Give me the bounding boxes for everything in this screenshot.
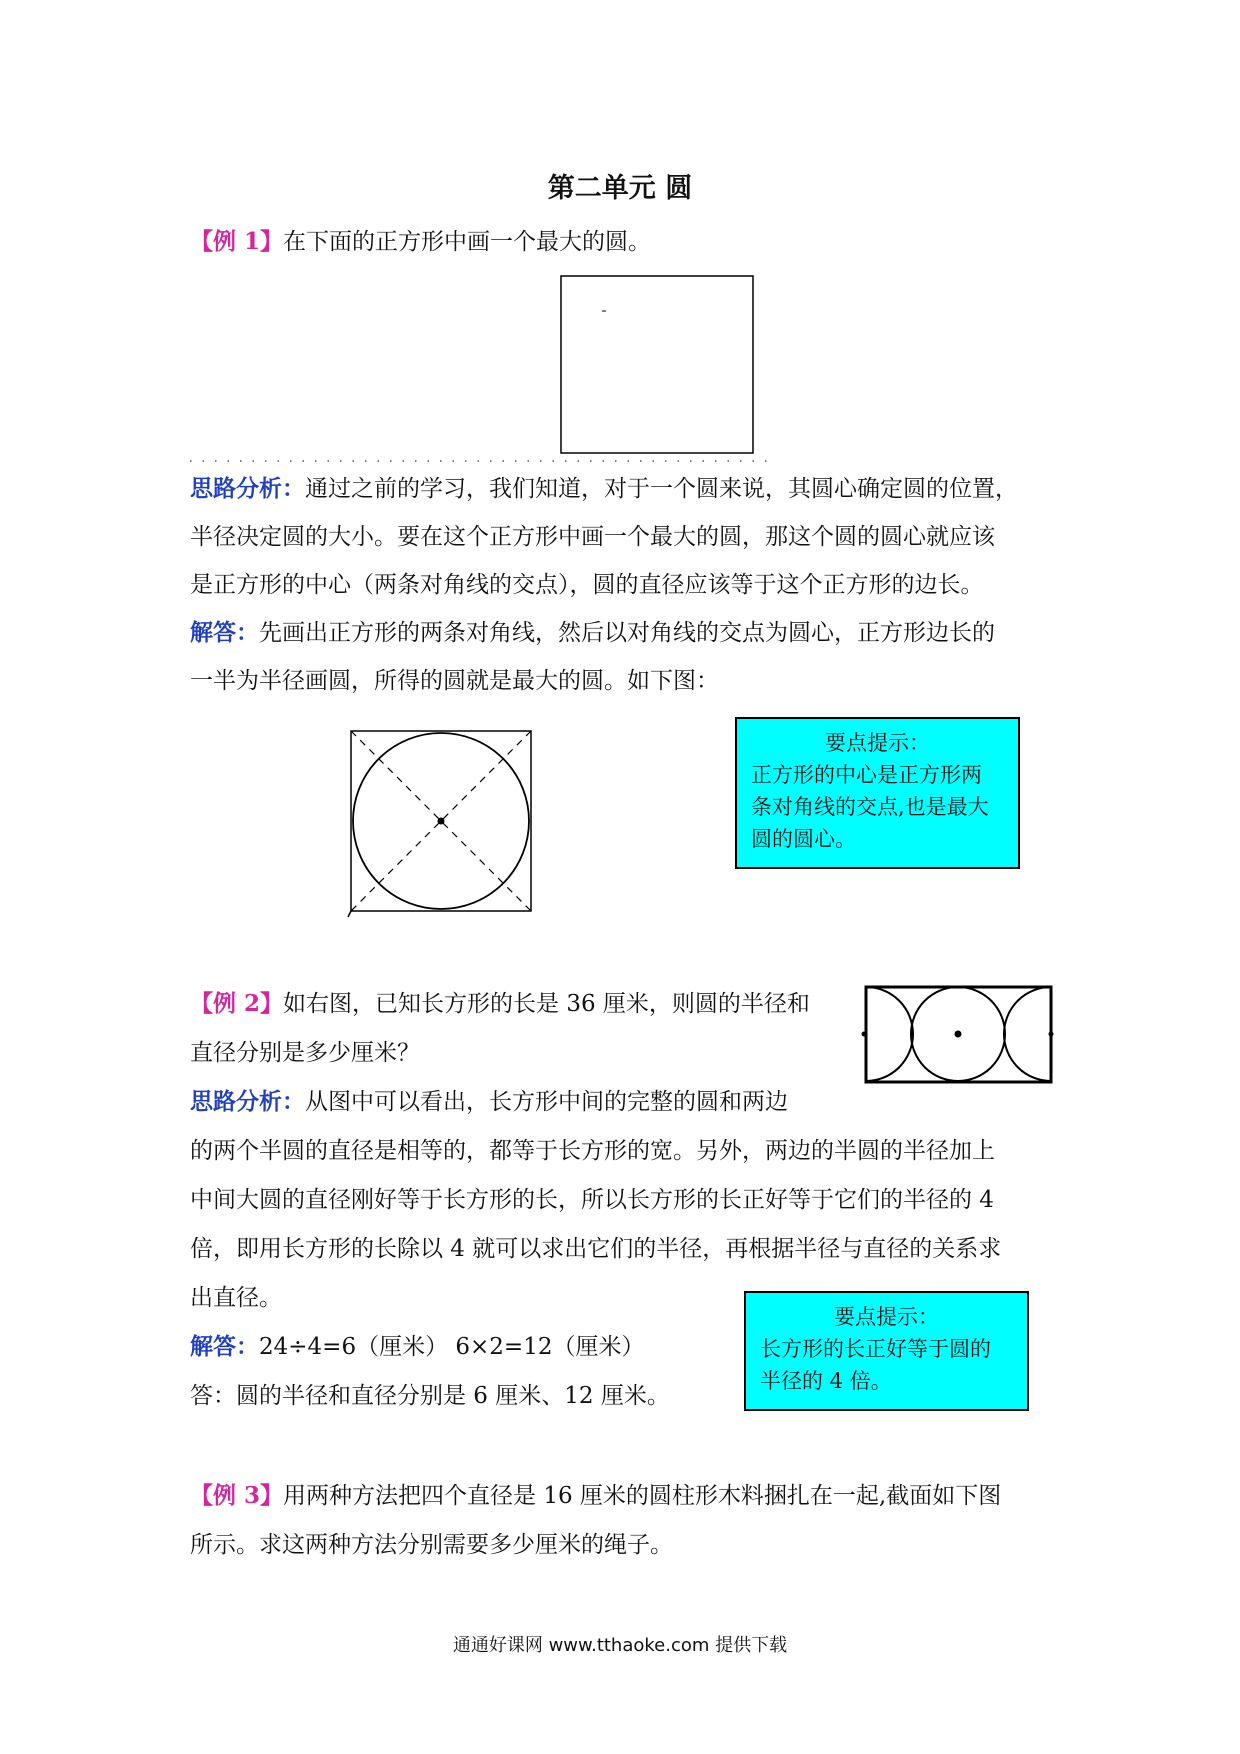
example-1-answer-text-1: 先画出正方形的两条对角线，然后以对角线的交点为圆心，正方形边长的 (259, 620, 995, 646)
example-1-answer-label: 解答： (190, 619, 259, 646)
example-2-tip-title: 要点提示： (834, 1305, 939, 1329)
example-2-analysis-text-3: 中间大圆的直径刚好等于长方形的长，所以长方形的长正好等于它们的半径的 4 (190, 1187, 994, 1213)
example-2-answer-line-1 (190, 1332, 644, 1362)
example-1-tip-box (735, 717, 1020, 869)
dotted-separator (190, 458, 770, 464)
example-1-answer-line-1 (190, 618, 995, 648)
example-3-question-text-1: 用两种方法把四个直径是 16 厘米的圆柱形木料捆扎在一起,截面如下图 (283, 1483, 1002, 1509)
example-1-tag: 【例 1】 (190, 228, 284, 255)
figure-empty-square (560, 275, 755, 455)
example-1-question-line (190, 227, 651, 257)
figure-rectangle-with-circles (860, 983, 1055, 1087)
example-2-tip-line-2: 半径的 4 倍。 (760, 1369, 892, 1393)
example-2-answer-text-2: 答：圆的半径和直径分别是 6 厘米、12 厘米。 (190, 1383, 670, 1409)
example-1-question: 在下面的正方形中画一个最大的圆。 (283, 229, 652, 255)
example-2-analysis-text-4: 倍，即用长方形的长除以 4 就可以求出它们的半径，再根据半径与直径的关系求 (190, 1236, 1002, 1262)
example-2-tag: 【例 2】 (190, 990, 284, 1017)
example-2-analysis-text-5: 出直径。 (190, 1285, 282, 1311)
example-2-question-line-1 (190, 989, 810, 1019)
page-footer: 通通好课网 www.tthaoke.com 提供下载 (452, 1635, 788, 1656)
example-1-analysis-text-3: 是正方形的中心（两条对角线的交点），圆的直径应该等于这个正方形的边长。 (190, 572, 984, 598)
page-title: 第二单元 圆 (547, 173, 693, 204)
example-2-answer-text-1: 24÷4=6（厘米） 6×2=12（厘米） (259, 1334, 645, 1360)
example-1-tip-line-1: 正方形的中心是正方形两 (751, 763, 982, 787)
example-2-analysis-text-2: 的两个半圆的直径是相等的，都等于长方形的宽。另外，两边的半圆的半径加上 (190, 1138, 995, 1164)
example-1-answer-text-2: 一半为半径画圆，所得的圆就是最大的圆。如下图： (190, 668, 719, 694)
example-3-question-text-2: 所示。求这两种方法分别需要多少厘米的绳子。 (190, 1532, 673, 1558)
example-2-analysis-label: 思路分析： (190, 1088, 305, 1115)
example-3-tag: 【例 3】 (190, 1482, 284, 1509)
example-1-tip-line-2: 条对角线的交点,也是最大 (751, 795, 989, 819)
example-2-analysis-line-1 (190, 1087, 788, 1117)
figure-square-with-inscribed-circle (345, 727, 535, 917)
example-2-question-text-1: 如右图，已知长方形的长是 36 厘米，则圆的半径和 (283, 991, 810, 1017)
example-1-analysis-label: 思路分析： (190, 475, 305, 502)
example-1-analysis-line-1 (190, 474, 1018, 504)
example-2-analysis-text-1: 从图中可以看出，长方形中间的完整的圆和两边 (305, 1089, 788, 1115)
example-1-tip-line-3: 圆的圆心。 (751, 827, 856, 851)
example-1-analysis-text-2: 半径决定圆的大小。要在这个正方形中画一个最大的圆，那这个圆的圆心就应该 (190, 524, 995, 550)
example-2-tip-line-1: 长方形的长正好等于圆的 (760, 1337, 991, 1361)
example-1-analysis-text-1: 通过之前的学习，我们知道，对于一个圆来说，其圆心确定圆的位置， (305, 476, 1018, 502)
example-2-question-text-2: 直径分别是多少厘米？ (190, 1040, 420, 1066)
example-1-tip-title: 要点提示： (825, 731, 930, 755)
example-2-answer-label: 解答： (190, 1333, 259, 1360)
example-3-question-line-1 (190, 1481, 1001, 1511)
example-2-tip-box (744, 1291, 1029, 1411)
